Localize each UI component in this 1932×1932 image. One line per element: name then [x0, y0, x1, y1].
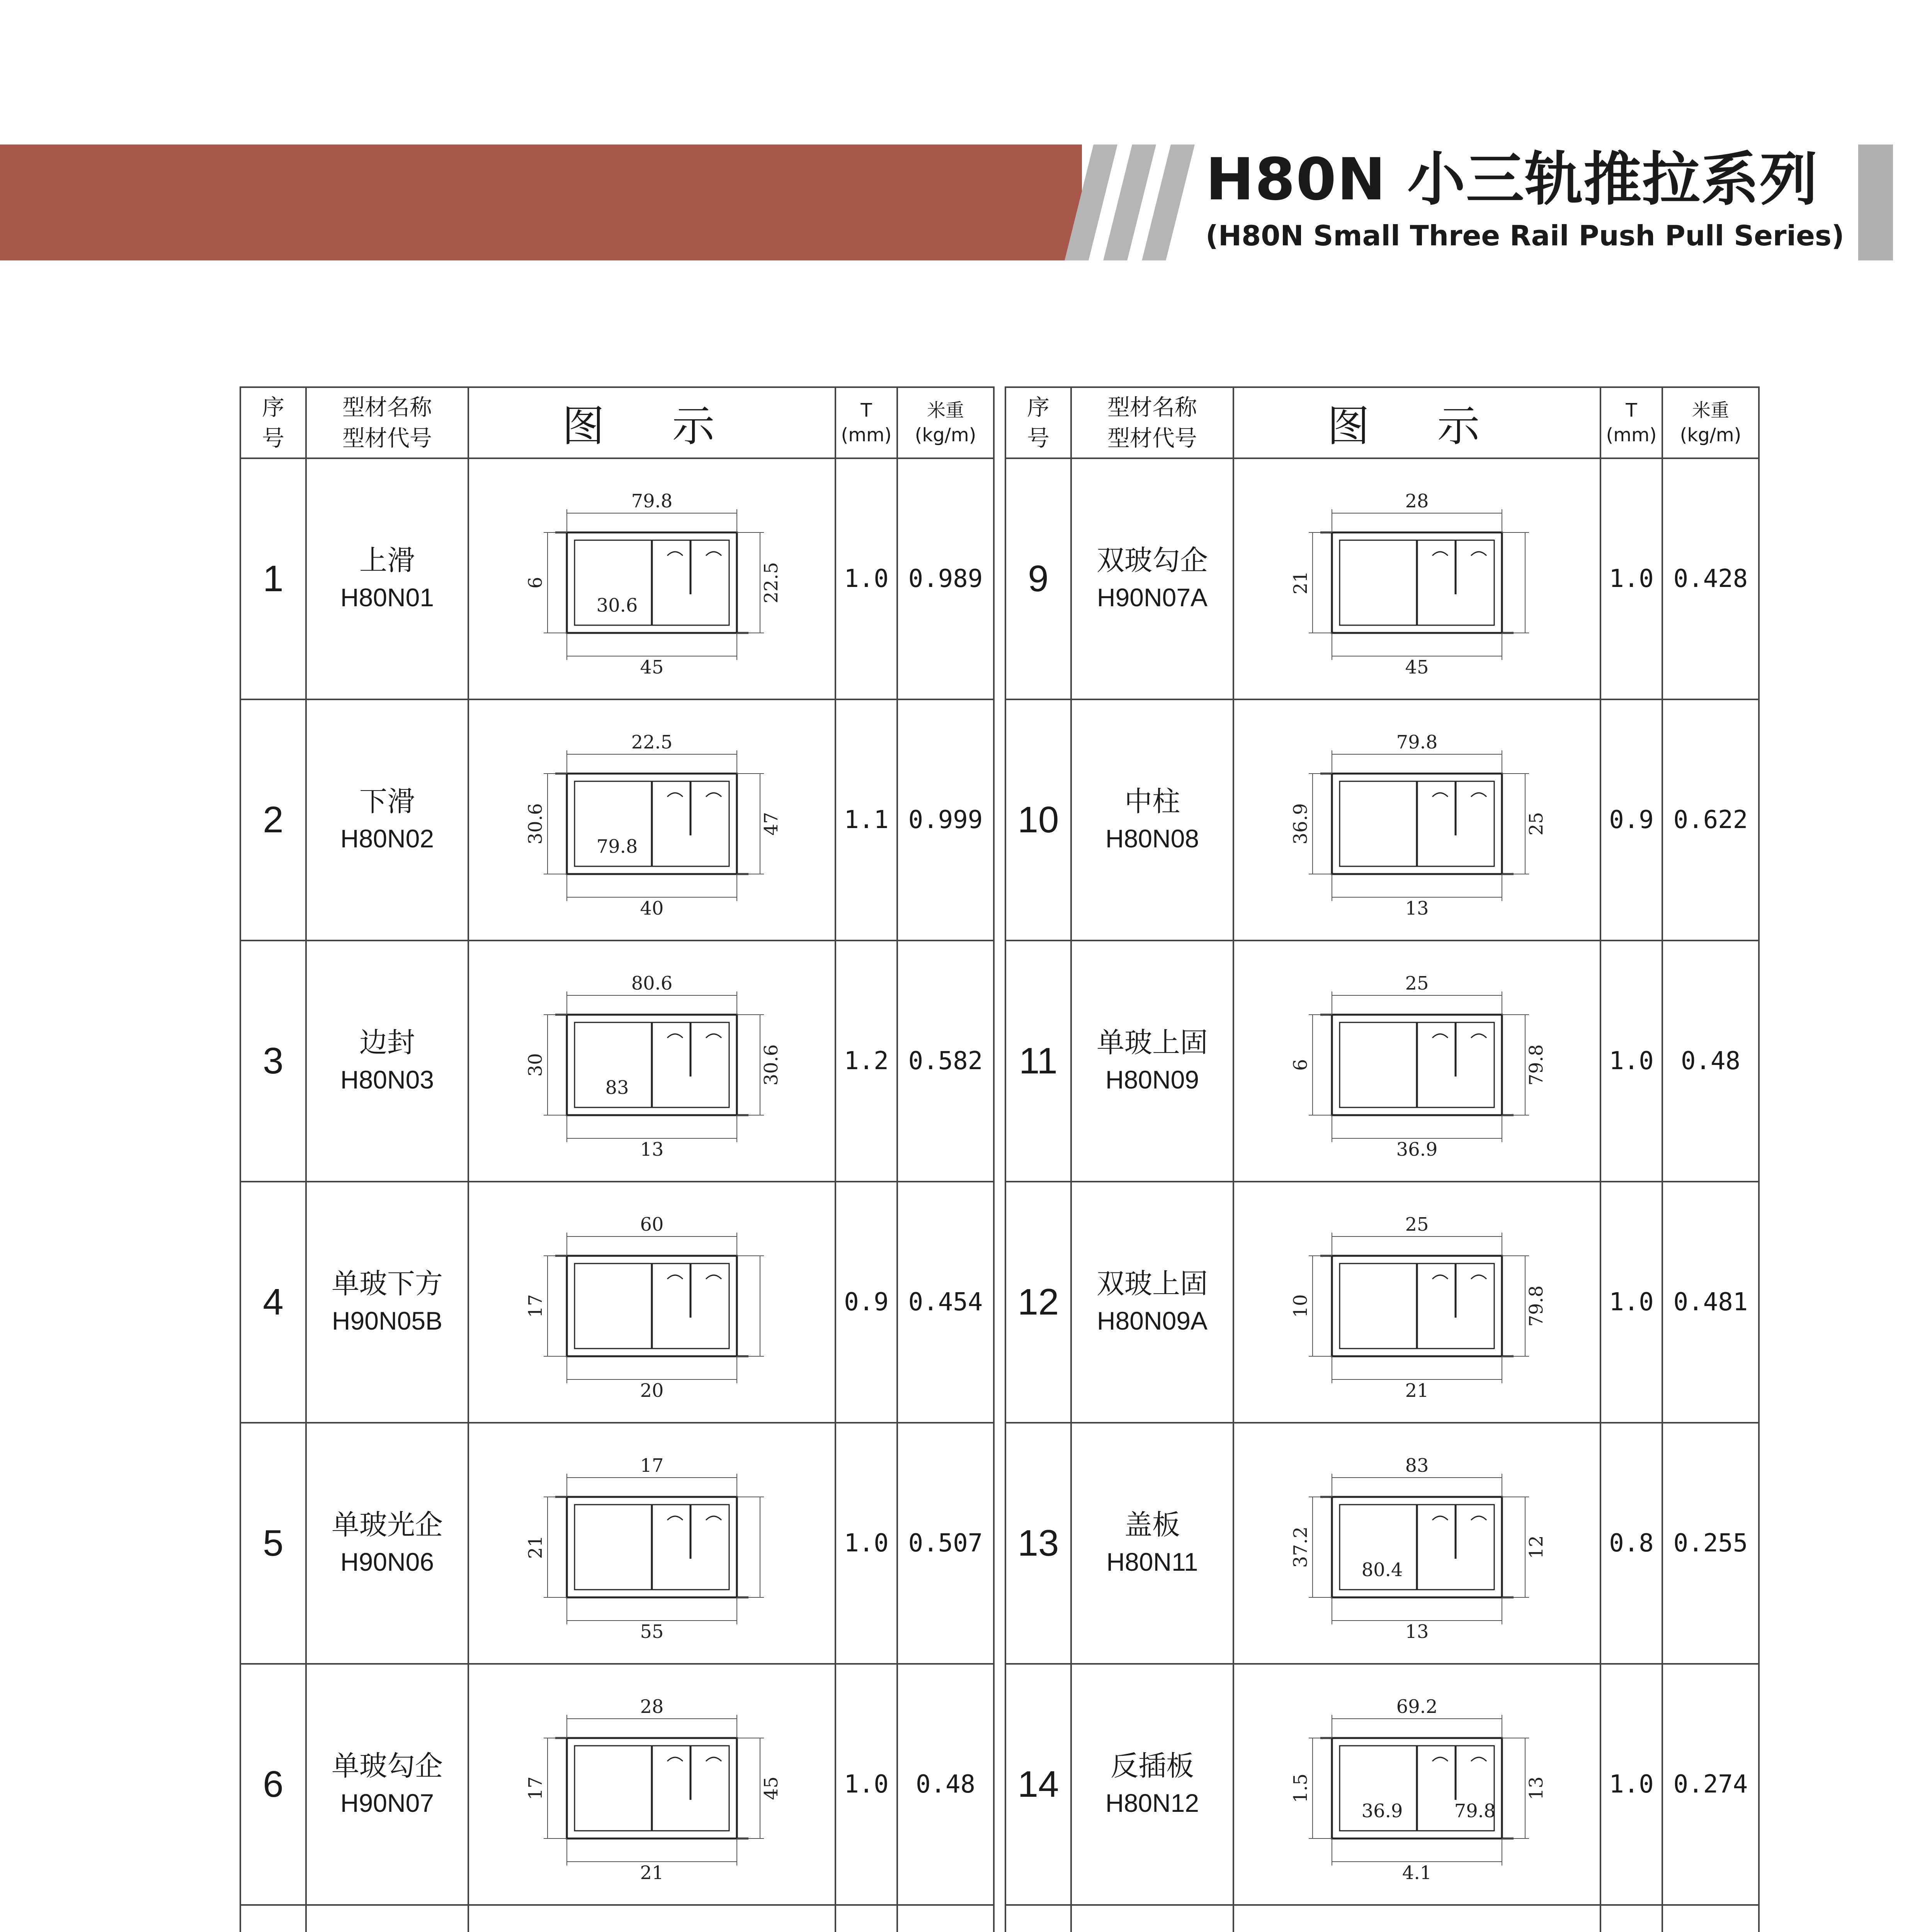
profile-section-drawing [505, 1925, 799, 1932]
profile-name: 反插板 [1110, 1750, 1194, 1782]
row-index [1005, 1423, 1071, 1664]
row-thickness [1600, 940, 1662, 1182]
dimension-label: 83 [605, 1077, 629, 1099]
profile-outline [555, 532, 748, 633]
dimension-label: 69.2 [1396, 1696, 1438, 1718]
row-profile [306, 458, 468, 699]
header-tab [1858, 145, 1893, 260]
table-row [240, 940, 994, 1182]
dimension-label: 79.8 [631, 490, 673, 512]
row-thickness [1600, 1664, 1662, 1905]
row-index-text: 14 [1017, 1764, 1059, 1805]
row-profile [1071, 699, 1233, 940]
dimension-label: 45 [760, 1776, 782, 1800]
dimension-label: 36.9 [1396, 1139, 1438, 1160]
profile-outline [1320, 1256, 1514, 1356]
thickness-value: 1.0 [1609, 1770, 1654, 1799]
profile-code: H80N09A [1097, 1306, 1208, 1335]
row-profile [1071, 940, 1233, 1182]
row-index-text: 3 [263, 1040, 284, 1082]
profile-outline [555, 1256, 748, 1356]
profile-section-drawing [505, 478, 799, 679]
weight-value: 0.622 [1673, 806, 1748, 834]
thickness-value: 0.9 [1609, 806, 1654, 834]
row-weight [897, 1905, 994, 1932]
dimension-label: 47 [760, 812, 782, 836]
header-name: 型材名称 型材代号 [1071, 387, 1233, 458]
dimension-label: 45 [640, 656, 664, 678]
row-index-text: 1 [263, 558, 284, 599]
profile-section-drawing [1270, 1443, 1564, 1644]
row-index [1005, 1905, 1071, 1932]
dimension-label: 25 [1405, 973, 1429, 994]
row-thickness [835, 1664, 897, 1905]
row-profile [306, 1423, 468, 1664]
thickness-value: 0.8 [1609, 1529, 1654, 1558]
profile-drawing [1233, 1664, 1600, 1905]
header-drawing: 图 示 [1233, 387, 1600, 458]
dimension-label: 13 [640, 1139, 664, 1160]
row-index [1005, 940, 1071, 1182]
table-header-row [240, 387, 994, 458]
dimension-label: 13 [1405, 898, 1429, 919]
header-drawing: 图 示 [468, 387, 835, 458]
row-thickness [1600, 458, 1662, 699]
row-weight [897, 940, 994, 1182]
dimension-label: 6 [525, 577, 546, 589]
dimension-label: 83 [1405, 1455, 1429, 1476]
dimension-label: 55 [640, 1621, 664, 1643]
profile-name: 盖板 [1124, 1509, 1180, 1541]
dimension-label: 36.9 [1361, 1800, 1403, 1822]
profile-outline [555, 1497, 748, 1597]
table-row [240, 1664, 994, 1905]
row-index [240, 699, 306, 940]
row-index-text: 11 [1019, 1040, 1058, 1082]
row-index-text: 13 [1017, 1522, 1059, 1564]
dimension-label: 30.6 [596, 595, 638, 616]
header-index: 序 号 [240, 387, 306, 458]
row-index [1005, 458, 1071, 699]
header-weight: 米重 (kg/m) [1662, 387, 1759, 458]
table-row [240, 1905, 994, 1932]
table-row [1005, 1905, 1759, 1932]
row-thickness [835, 1423, 897, 1664]
profile-code: H90N05B [332, 1306, 443, 1335]
row-index-text: 2 [263, 799, 284, 840]
profile-code: H80N01 [340, 583, 434, 612]
dimension-label: 21 [1290, 571, 1311, 595]
dimension-label: 12 [1526, 1535, 1547, 1559]
weight-value: 0.274 [1673, 1770, 1748, 1799]
profile-drawing [468, 1905, 835, 1932]
dimension-label: 79.8 [1396, 731, 1438, 753]
row-weight [897, 1182, 994, 1423]
profile-drawing [1233, 1182, 1600, 1423]
row-thickness [835, 940, 897, 1182]
weight-value: 0.507 [908, 1529, 983, 1558]
weight-value: 0.454 [908, 1288, 983, 1316]
dimension-label: 30.6 [525, 803, 546, 845]
row-index-text: 9 [1028, 558, 1049, 599]
profile-table-left [240, 386, 995, 1932]
thickness-value: 1.0 [1609, 1288, 1654, 1316]
dimension-label: 10 [1290, 1294, 1311, 1318]
profile-code: H90N07 [340, 1789, 434, 1817]
profile-section-drawing [505, 1443, 799, 1644]
profile-drawing [468, 1664, 835, 1905]
table-row [240, 699, 994, 940]
profile-section-drawing [1270, 1684, 1564, 1885]
row-thickness [835, 699, 897, 940]
profile-code: H80N03 [340, 1065, 434, 1094]
table-row [1005, 940, 1759, 1182]
page-subtitle: (H80N Small Three Rail Push Pull Series) [1206, 219, 1844, 252]
row-thickness [1600, 1423, 1662, 1664]
dimension-label: 22.5 [631, 731, 673, 753]
profile-code: H80N09 [1105, 1065, 1199, 1094]
profile-outline [555, 1015, 748, 1115]
profile-name: 双玻上固 [1096, 1267, 1208, 1300]
profile-drawing [468, 458, 835, 699]
thickness-value: 1.0 [1609, 565, 1654, 593]
profile-drawing [1233, 1423, 1600, 1664]
profile-section-drawing [505, 1684, 799, 1885]
thickness-value: 1.0 [844, 565, 889, 593]
row-profile [306, 1182, 468, 1423]
row-index-text: 10 [1017, 799, 1059, 840]
profile-drawing [468, 1423, 835, 1664]
profile-code: H80N12 [1105, 1789, 1199, 1817]
row-index [240, 1182, 306, 1423]
profile-drawing [1233, 940, 1600, 1182]
table-row [1005, 458, 1759, 699]
profile-name: 单玻上固 [1096, 1026, 1208, 1059]
dimension-label: 30 [525, 1053, 546, 1077]
row-index-text: 12 [1017, 1281, 1059, 1323]
row-thickness [1600, 699, 1662, 940]
dimension-label: 17 [640, 1455, 664, 1476]
row-profile [1071, 1182, 1233, 1423]
table-row [240, 1182, 994, 1423]
profile-drawing [1233, 458, 1600, 699]
profile-outline [555, 1738, 748, 1838]
thickness-value: 1.1 [844, 806, 889, 834]
dimension-label: 21 [640, 1862, 664, 1884]
thickness-value: 1.0 [1609, 1047, 1654, 1075]
row-thickness [1600, 1905, 1662, 1932]
profile-outline [1320, 774, 1514, 874]
header-band [0, 145, 1082, 260]
dimension-label: 13 [1526, 1776, 1547, 1800]
row-index [1005, 699, 1071, 940]
row-index [240, 940, 306, 1182]
row-profile [306, 940, 468, 1182]
profile-name: 单玻下方 [331, 1267, 443, 1300]
weight-value: 0.428 [1673, 565, 1748, 593]
dimension-label: 22.5 [760, 562, 782, 604]
row-thickness [1600, 1182, 1662, 1423]
header-weight: 米重 (kg/m) [897, 387, 994, 458]
profile-section-drawing [1270, 478, 1564, 679]
dimension-label: 21 [1405, 1380, 1429, 1401]
dimension-label: 28 [640, 1696, 664, 1718]
profile-section-drawing [1270, 961, 1564, 1162]
profile-name: 边封 [359, 1026, 415, 1059]
profile-drawing [1233, 1905, 1600, 1932]
row-index-text: 4 [263, 1281, 284, 1323]
profile-section-drawing [505, 719, 799, 920]
row-thickness [835, 458, 897, 699]
profile-section-drawing [1270, 1925, 1564, 1932]
row-index [240, 1905, 306, 1932]
profile-name: 单玻光企 [331, 1509, 443, 1541]
profile-outline [555, 774, 748, 874]
dimension-label: 17 [525, 1294, 546, 1318]
profile-name: 双玻勾企 [1096, 544, 1208, 577]
row-weight [1662, 1423, 1759, 1664]
thickness-value: 1.0 [844, 1529, 889, 1558]
table-row [1005, 1423, 1759, 1664]
row-weight [1662, 1905, 1759, 1932]
dimension-label: 79.8 [1526, 1285, 1547, 1327]
row-profile [1071, 1423, 1233, 1664]
dimension-label: 36.9 [1290, 803, 1311, 845]
row-index-text: 5 [263, 1522, 284, 1564]
dimension-label: 80.4 [1361, 1559, 1403, 1581]
row-weight [1662, 940, 1759, 1182]
row-weight [1662, 1664, 1759, 1905]
row-weight [897, 458, 994, 699]
profile-name: 单玻勾企 [331, 1750, 443, 1782]
profile-outline [1320, 532, 1514, 633]
dimension-label: 37.2 [1290, 1526, 1311, 1568]
header-name: 型材名称 型材代号 [306, 387, 468, 458]
thickness-value: 1.2 [844, 1047, 889, 1075]
weight-value: 0.48 [915, 1770, 976, 1799]
profile-drawing [468, 940, 835, 1182]
dimension-label: 45 [1405, 656, 1429, 678]
profile-name: 中柱 [1124, 785, 1180, 818]
profile-drawing [468, 1182, 835, 1423]
dimension-label: 30.6 [760, 1044, 782, 1086]
profile-code: H80N02 [340, 824, 434, 853]
dimension-label: 13 [1405, 1621, 1429, 1643]
row-weight [897, 699, 994, 940]
row-index [1005, 1664, 1071, 1905]
weight-value: 0.481 [1673, 1288, 1748, 1316]
row-index [240, 1423, 306, 1664]
row-index [240, 1664, 306, 1905]
row-index [240, 458, 306, 699]
row-weight [897, 1664, 994, 1905]
profile-drawing [1233, 699, 1600, 940]
dimension-label: 21 [525, 1535, 546, 1559]
profile-outline [1320, 1738, 1514, 1838]
dimension-label: 79.8 [1526, 1044, 1547, 1086]
profile-code: H80N11 [1106, 1548, 1198, 1576]
row-thickness [835, 1182, 897, 1423]
profile-code: H90N06 [340, 1548, 434, 1576]
dimension-label: 80.6 [631, 973, 673, 994]
table-row [1005, 1664, 1759, 1905]
row-profile [306, 1905, 468, 1932]
row-weight [1662, 1182, 1759, 1423]
profile-table-right [1005, 386, 1760, 1932]
row-profile [306, 1664, 468, 1905]
table-header-row [1005, 387, 1759, 458]
dimension-label: 1.5 [1290, 1773, 1311, 1803]
dimension-label: 60 [640, 1214, 664, 1235]
profile-name: 上滑 [359, 544, 415, 577]
dimension-label: 4.1 [1402, 1862, 1432, 1884]
weight-value: 0.999 [908, 806, 983, 834]
header-thickness: T (mm) [1600, 387, 1662, 458]
table-row [240, 1423, 994, 1664]
row-profile [1071, 1664, 1233, 1905]
dimension-label: 79.8 [596, 836, 638, 857]
profile-code: H90N07A [1097, 583, 1208, 612]
thickness-value: 0.9 [844, 1288, 889, 1316]
weight-value: 0.582 [908, 1047, 983, 1075]
dimension-label: 17 [525, 1776, 546, 1800]
profile-section-drawing [505, 961, 799, 1162]
thickness-value: 1.0 [844, 1770, 889, 1799]
row-profile [306, 699, 468, 940]
row-index [1005, 1182, 1071, 1423]
dimension-label: 40 [640, 898, 664, 919]
profile-drawing [468, 699, 835, 940]
header-index: 序 号 [1005, 387, 1071, 458]
weight-value: 0.48 [1680, 1047, 1741, 1075]
row-index-text: 6 [263, 1764, 284, 1805]
profile-outline [1320, 1015, 1514, 1115]
row-thickness [835, 1905, 897, 1932]
dimension-label: 25 [1405, 1214, 1429, 1235]
profile-outline [1320, 1497, 1514, 1597]
dimension-label: 20 [640, 1380, 664, 1401]
row-profile [1071, 1905, 1233, 1932]
row-weight [1662, 458, 1759, 699]
row-weight [897, 1423, 994, 1664]
profile-section-drawing [505, 1202, 799, 1403]
weight-value: 0.255 [1673, 1529, 1748, 1558]
table-row [1005, 699, 1759, 940]
dimension-label: 28 [1405, 490, 1429, 512]
header-thickness: T (mm) [835, 387, 897, 458]
page-title: H80N 小三轨推拉系列 [1206, 146, 1819, 213]
row-weight [1662, 699, 1759, 940]
row-profile [1071, 458, 1233, 699]
dimension-label: 25 [1526, 812, 1547, 836]
profile-section-drawing [1270, 1202, 1564, 1403]
table-row [240, 458, 994, 699]
profile-code: H80N08 [1105, 824, 1199, 853]
dimension-label: 6 [1290, 1059, 1311, 1071]
table-row [1005, 1182, 1759, 1423]
weight-value: 0.989 [908, 565, 983, 593]
profile-name: 下滑 [359, 785, 415, 818]
profile-section-drawing [1270, 719, 1564, 920]
dimension-label: 79.8 [1454, 1800, 1496, 1822]
